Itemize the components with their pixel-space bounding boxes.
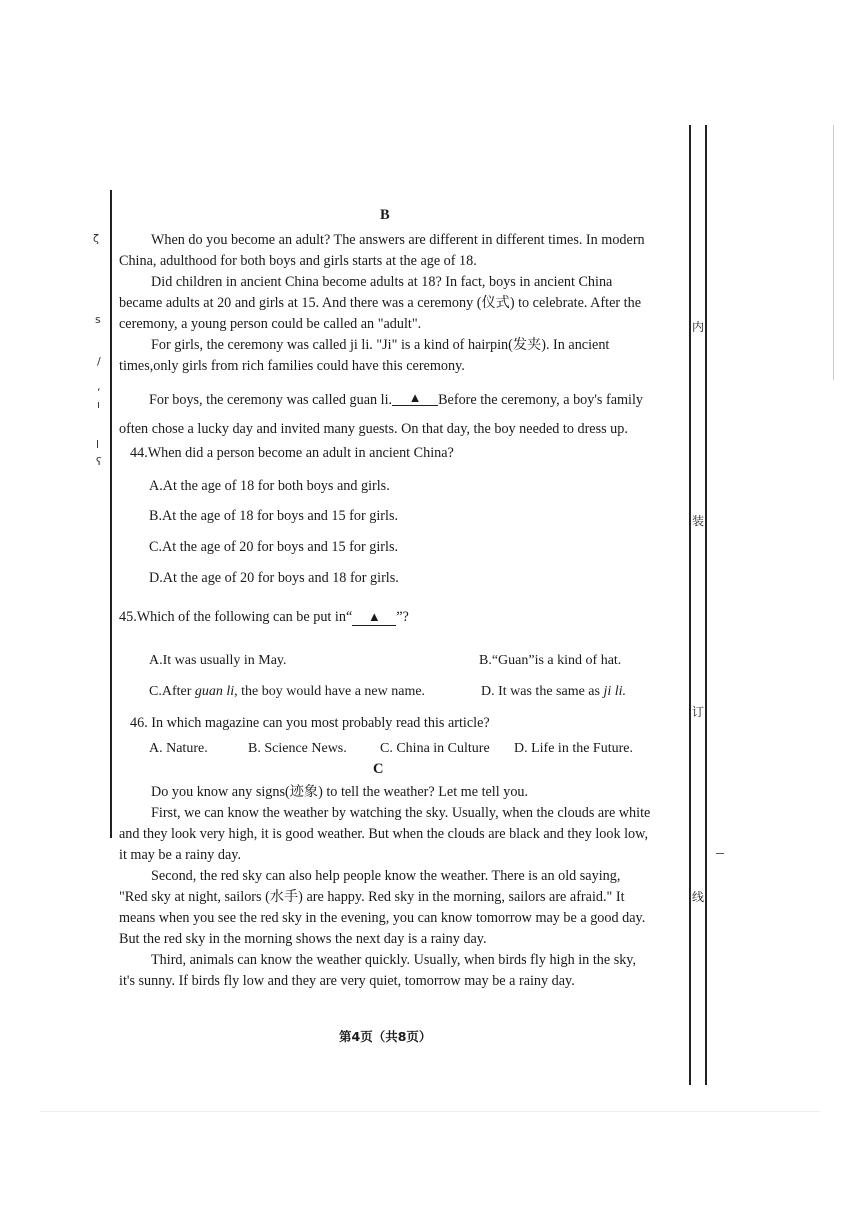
section-c-text: First, we can know the weather by watching the sky. Usually, when the clouds are white xyxy=(151,805,651,821)
question-46-option-a: A. Nature. xyxy=(149,741,208,756)
text-segment: Before the ceremony, a boy's family xyxy=(438,392,644,408)
scan-edge xyxy=(40,1111,820,1112)
text-segment: 45.Which of the following can be put in“ xyxy=(119,609,353,625)
binding-mark-zhuang: 装 xyxy=(692,514,705,528)
section-b-text: ceremony, a young person could be called an "adult". xyxy=(119,316,422,332)
question-44-option: A.At the age of 18 for both boys and girls. xyxy=(149,478,390,494)
question-45-option-c xyxy=(149,684,425,700)
section-b-text: When do you become an adult? The answers are different in different times. In modern xyxy=(151,232,645,248)
page-number: 第4页（共8页） xyxy=(339,1029,432,1044)
small-dash xyxy=(716,853,724,854)
text-segment: D. It was the same as xyxy=(481,684,604,699)
section-b-text: times,only girls from rich families could have this ceremony. xyxy=(119,358,465,374)
question-45-option-d xyxy=(481,684,626,700)
question-44-option: B.At the age of 18 for boys and 15 for girls. xyxy=(149,508,399,524)
question-44: 44.When did a person become an adult in ancient China? xyxy=(130,445,454,461)
section-b-text: China, adulthood for both boys and girls starts at the age of 18. xyxy=(119,253,477,269)
section-c-heading: C xyxy=(373,761,384,777)
far-right-line xyxy=(833,125,834,380)
section-b-text: became adults at 20 and girls at 15. And there was a ceremony (仪式) to celebrate. After the xyxy=(119,295,641,311)
blank-marker: ▲ xyxy=(408,390,422,405)
section-b-heading: B xyxy=(380,207,390,223)
text-segment: ”? xyxy=(396,609,409,625)
binding-mark-ding: 订 xyxy=(692,705,705,719)
binding-line xyxy=(705,125,707,1085)
italic-term: ji li. xyxy=(603,684,627,699)
blank-marker: ▲ xyxy=(367,609,381,624)
section-c-text: But the red sky in the morning shows the next day is a rainy day. xyxy=(119,931,487,947)
question-45 xyxy=(119,607,409,628)
question-44-option: C.At the age of 20 for boys and 15 for girls. xyxy=(149,539,399,555)
text-segment: , the boy would have a new name. xyxy=(234,684,426,699)
answer-blank xyxy=(392,391,438,406)
left-margin-mark: , xyxy=(97,380,101,393)
text-segment: For boys, the ceremony was called guan li. xyxy=(149,392,393,408)
left-margin-mark: / xyxy=(97,355,101,368)
section-c-text: Second, the red sky can also help people know the weather. There is an old saying, xyxy=(151,868,621,884)
question-46-option-b: B. Science News. xyxy=(248,741,347,756)
question-45-option-a: A.It was usually in May. xyxy=(149,653,287,668)
italic-term: guan li xyxy=(194,684,235,699)
section-c-text: Do you know any signs(迹象) to tell the weather? Let me tell you. xyxy=(151,784,529,800)
section-b-text: Did children in ancient China become adults at 18? In fact, boys in ancient China xyxy=(151,274,613,290)
answer-blank xyxy=(352,609,396,626)
left-margin-mark: l xyxy=(96,438,100,451)
section-c-text: Third, animals can know the weather quickly. Usually, when birds fly high in the sky, xyxy=(151,952,637,968)
section-c-text: it's sunny. If birds fly low and they are very quiet, tomorrow may be a rainy day. xyxy=(119,973,575,989)
binding-mark-nei: 内 xyxy=(692,320,705,334)
left-margin-mark: ı xyxy=(97,398,101,411)
section-b-text: For girls, the ceremony was called ji li. "Ji" is a kind of hairpin(发夹). In ancient xyxy=(151,337,610,353)
left-margin-mark: s xyxy=(95,313,101,326)
question-46-option-c: C. China in Culture xyxy=(380,741,490,756)
section-b-text: often chose a lucky day and invited many guests. On that day, the boy needed to dress up. xyxy=(119,421,628,437)
binding-line xyxy=(689,125,691,1085)
question-45-option-b: B.“Guan”is a kind of hat. xyxy=(479,653,622,668)
binding-mark-xian: 线 xyxy=(692,890,705,904)
section-b-text-with-blank xyxy=(149,390,643,411)
left-margin-mark: ʕ xyxy=(96,455,102,468)
section-c-text: it may be a rainy day. xyxy=(119,847,241,863)
text-segment: C.After xyxy=(149,684,195,699)
section-c-text: and they look very high, it is good weather. But when the clouds are black and they look low, xyxy=(119,826,649,842)
section-c-text: means when you see the red sky in the evening, you can know tomorrow may be a good day. xyxy=(119,910,646,926)
left-margin-line xyxy=(110,190,112,838)
question-46: 46. In which magazine can you most probably read this article? xyxy=(130,715,490,731)
section-c-text: "Red sky at night, sailors (水手) are happy. Red sky in the morning, sailors are afraid." It xyxy=(119,889,625,905)
question-46-option-d: D. Life in the Future. xyxy=(514,741,633,756)
left-margin-mark: ζ xyxy=(93,232,99,245)
question-44-option: D.At the age of 20 for boys and 18 for girls. xyxy=(149,570,399,586)
